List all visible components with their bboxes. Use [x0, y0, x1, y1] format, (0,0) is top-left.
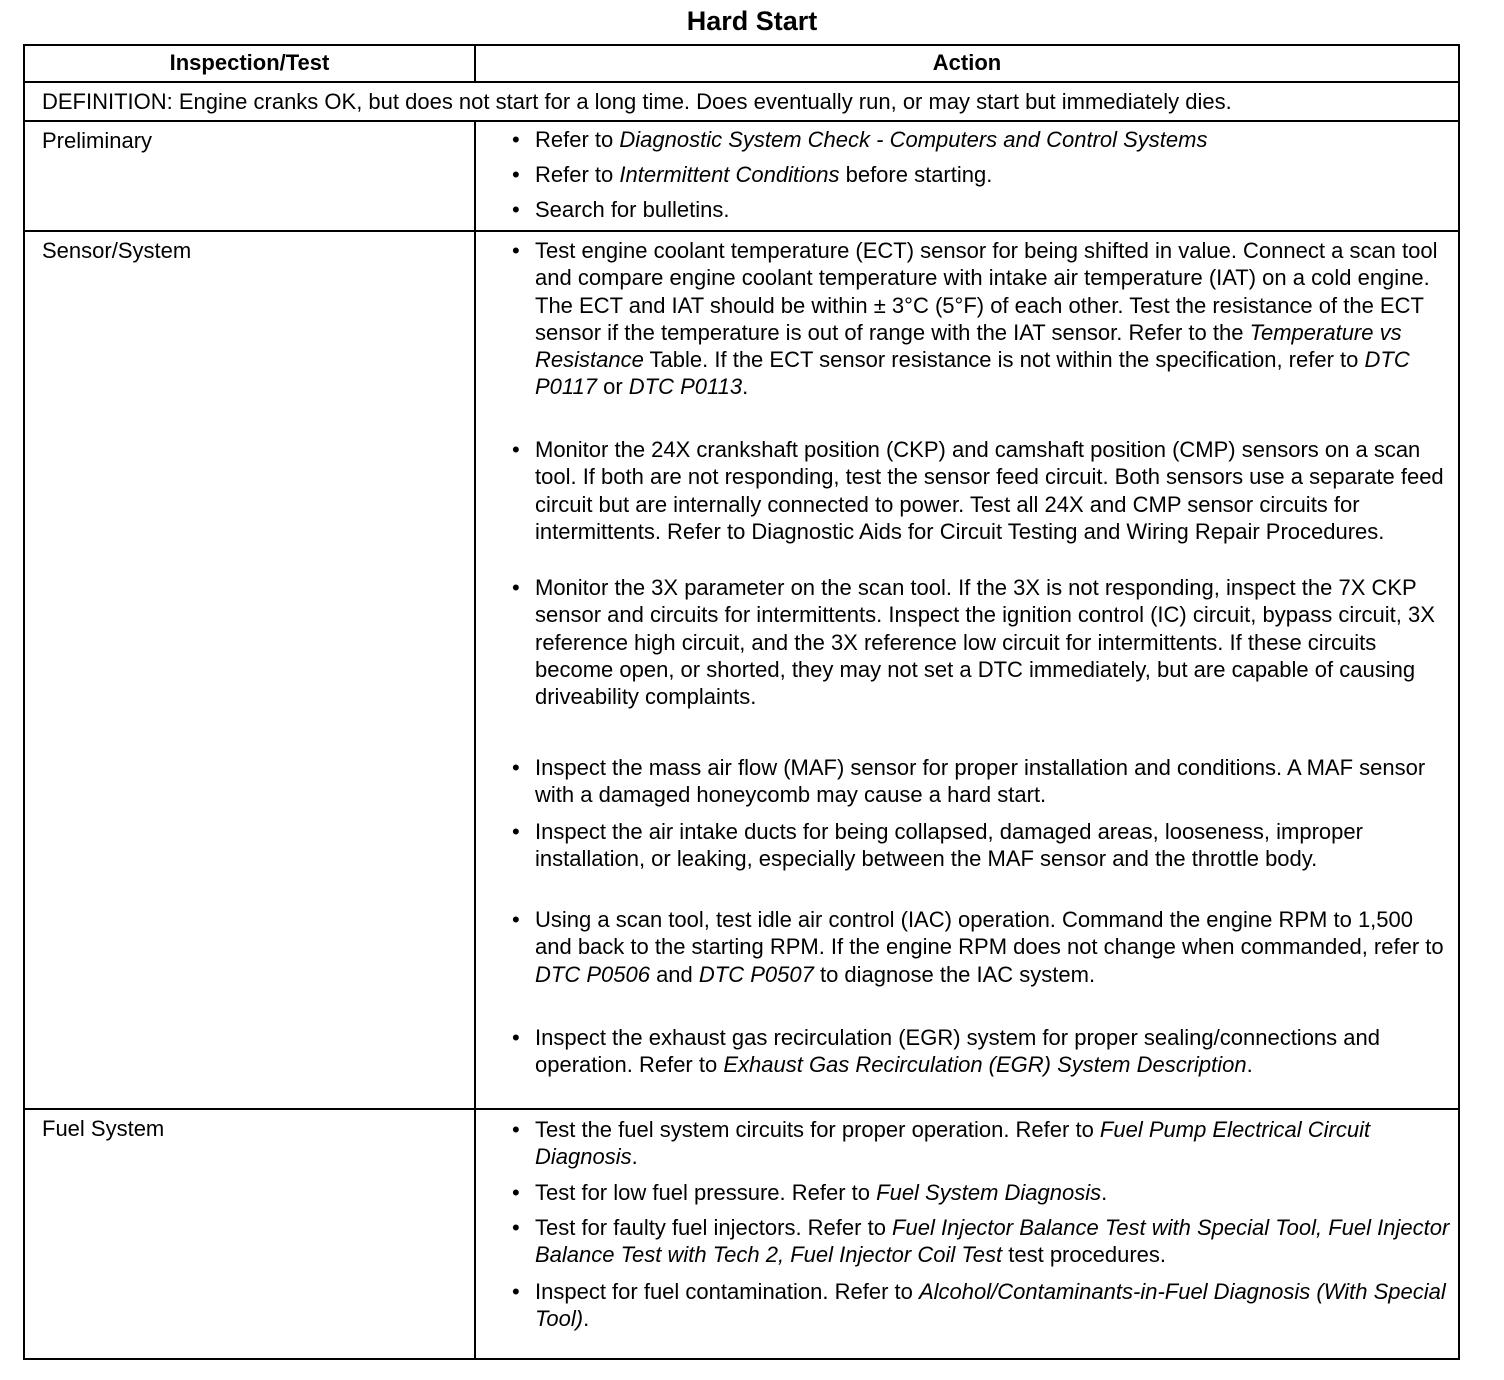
table-row-sensor-system — [25, 232, 1458, 1110]
body-text: Refer to — [535, 162, 620, 187]
reference-text: DTC P0113 — [628, 374, 743, 400]
body-text: . — [1246, 1052, 1253, 1078]
category-cell — [25, 122, 476, 230]
body-text: . — [631, 1144, 638, 1170]
header-action-cell — [476, 46, 1458, 81]
list-item — [512, 1179, 1452, 1206]
body-text: Test the fuel system circuits for proper operation. Refer to — [535, 1117, 1100, 1142]
list-item — [512, 436, 1452, 545]
list-item — [512, 1278, 1452, 1333]
list-item — [512, 906, 1452, 988]
body-text: test procedures. — [1002, 1242, 1167, 1268]
body-text: before starting. — [839, 162, 993, 187]
body-text: Search for bulletins. — [535, 197, 730, 222]
action-cell — [476, 1110, 1458, 1358]
bullet-icon: • — [512, 1180, 520, 1205]
bullet-icon: • — [512, 1215, 520, 1240]
bullet-icon: • — [512, 1279, 520, 1304]
bullet-icon: • — [512, 238, 520, 263]
reference-text: DTC P0117 — [535, 347, 1410, 400]
reference-text: Diagnostic System Check - Computers and Control Systems — [619, 127, 1208, 152]
bullet-icon: • — [512, 1025, 520, 1050]
body-text: and — [649, 961, 699, 987]
body-text: Test for low fuel pressure. Refer to — [535, 1180, 877, 1205]
body-text: Using a scan tool, test idle air control (IAC) operation. Command the engine RPM to 1,500 and back to the starting RPM. If the engine RPM does not change when commanded, refer to — [535, 907, 1444, 960]
body-text: or — [596, 374, 629, 400]
list-item — [512, 1214, 1452, 1269]
list-item — [512, 196, 1452, 223]
table-row-preliminary — [25, 122, 1458, 232]
list-item — [512, 1116, 1452, 1171]
list-item — [512, 237, 1452, 401]
list-item — [512, 126, 1452, 153]
list-item — [512, 754, 1452, 809]
body-text: . — [1101, 1180, 1108, 1205]
body-text: Monitor the 3X parameter on the scan tool. If the 3X is not responding, inspect the 7X CKP sensor and circuits for intermittents. Inspect the ignition control (IC) circuit, bypass circuit, 3X reference high circuit, and the 3X reference low circuit for intermittents. If these circuits become open, or shorted, they may not set a DTC immediately, but are capable of causing driveability complaints. — [535, 575, 1435, 710]
body-text: . — [742, 374, 749, 400]
reference-text: Temperature vs Resistance — [535, 319, 1402, 373]
body-text: Inspect the mass air flow (MAF) sensor for proper installation and conditions. A MAF sensor with a damaged honeycomb may cause a hard start. — [535, 755, 1426, 808]
category-cell — [25, 1110, 476, 1358]
bullet-icon: • — [512, 162, 520, 187]
body-text: Inspect for fuel contamination. Refer to — [535, 1279, 919, 1304]
header-inspection: Inspection/Test — [169, 50, 330, 75]
reference-text: DTC P0506 — [535, 961, 650, 987]
body-text: Refer to — [535, 127, 620, 152]
page-title: Hard Start — [686, 6, 818, 36]
body-text: Inspect the exhaust gas recirculation (EGR) system for proper sealing/connections and operation. Refer to — [535, 1025, 1380, 1078]
body-text: to diagnose the IAC system. — [813, 961, 1096, 987]
category-label: Sensor/System — [42, 238, 192, 263]
bullet-icon: • — [512, 437, 520, 462]
hard-start-table — [23, 44, 1460, 1360]
reference-text: DTC P0507 — [698, 961, 814, 987]
definition-text: DEFINITION: Engine cranks OK, but does not start for a long time. Does eventually run, or may start but immediately dies. — [42, 89, 1232, 114]
list-item — [512, 1024, 1452, 1079]
reference-text: Fuel Injector Balance Test with Special Tool, Fuel Injector Balance Test with Tech 2, Fuel Injector Coil Test — [535, 1215, 1450, 1268]
body-text: Table. If the ECT sensor resistance is not within the specification, refer to — [643, 347, 1365, 373]
list-item — [512, 161, 1452, 188]
category-label: Fuel System — [42, 1116, 165, 1141]
reference-text: Alcohol/Contaminants-in-Fuel Diagnosis (With Special Tool) — [535, 1279, 1446, 1332]
header-action: Action — [932, 50, 1002, 75]
body-text: Test for faulty fuel injectors. Refer to — [535, 1215, 893, 1240]
table-header-row — [25, 46, 1458, 83]
action-cell — [476, 232, 1458, 1108]
reference-text: Exhaust Gas Recirculation (EGR) System Description — [723, 1052, 1247, 1078]
bullet-icon: • — [512, 127, 520, 152]
bullet-icon: • — [512, 575, 520, 600]
definition-row — [25, 83, 1458, 122]
header-inspection-cell — [25, 46, 476, 81]
bullet-icon: • — [512, 755, 520, 780]
body-text: Inspect the air intake ducts for being collapsed, damaged areas, looseness, improper installation, or leaking, especially between the MAF sensor and the throttle body. — [535, 819, 1363, 872]
list-item — [512, 818, 1452, 873]
list-item — [512, 574, 1452, 710]
body-text: Monitor the 24X crankshaft position (CKP) and camshaft position (CMP) sensors on a scan tool. If both are not responding, test the sensor feed circuit. Both sensors use a separate feed circuit but are internally connected to power. Test all 24X and CMP sensor circuits for intermittents. Refer to Diagnostic Aids for Circuit Testing and Wiring Repair Procedures. — [535, 437, 1444, 544]
bullet-icon: • — [512, 1117, 520, 1142]
reference-text: Fuel System Diagnosis — [876, 1180, 1102, 1205]
bullet-icon: • — [512, 819, 520, 844]
table-row-fuel-system — [25, 1110, 1458, 1358]
category-cell — [25, 232, 476, 1108]
body-text: . — [583, 1306, 590, 1332]
body-text: Test engine coolant temperature (ECT) sensor for being shifted in value. Connect a scan tool and compare engine coolant temperature with intake air temperature (IAT) on a cold engine. The ECT and IAT should be within ± 3°C (5°F) of each other. Test the resistance of the ECT sensor if the temperature is out of range with the IAT sensor. Refer to the — [535, 238, 1438, 345]
category-label: Preliminary — [42, 128, 153, 153]
reference-text: Intermittent Conditions — [619, 162, 840, 187]
bullet-icon: • — [512, 907, 520, 932]
bullet-icon: • — [512, 197, 520, 222]
action-cell — [476, 122, 1458, 230]
reference-text: Fuel Pump Electrical Circuit Diagnosis — [535, 1117, 1371, 1170]
